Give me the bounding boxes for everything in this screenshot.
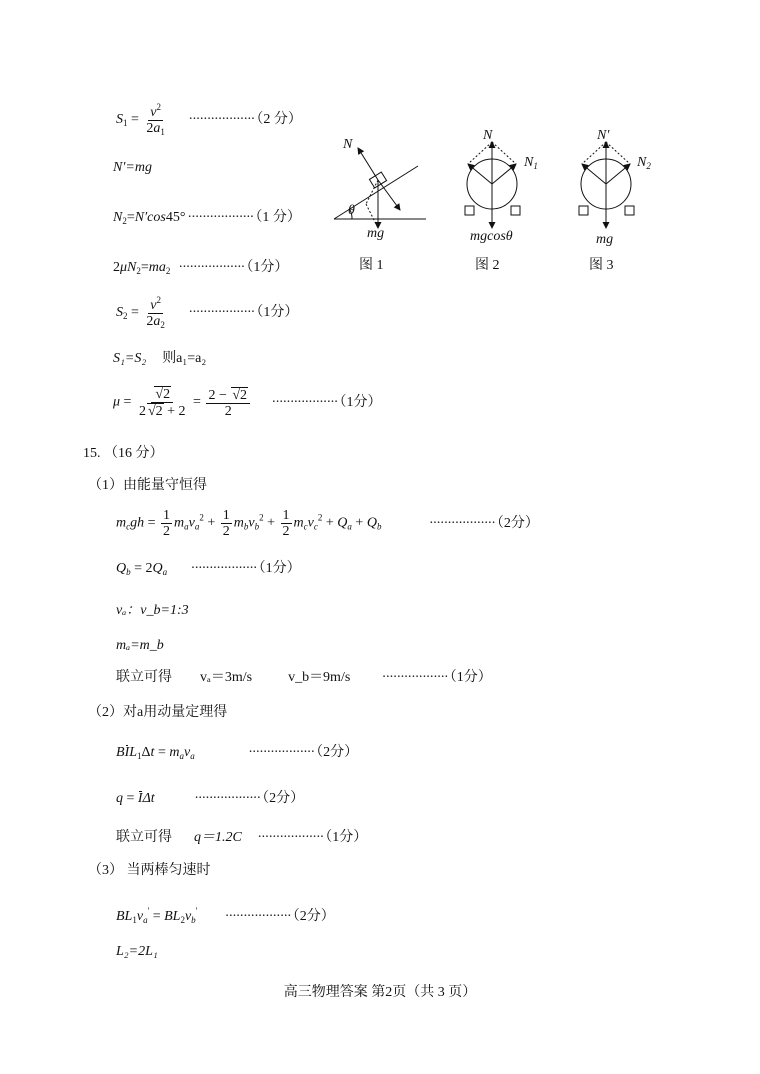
fig3-caption: 图 3 xyxy=(589,258,614,273)
leader-dots: ·················· xyxy=(224,909,291,924)
points-label: （1分） xyxy=(449,670,492,685)
va-value: vₐ＝3m/s xyxy=(200,670,253,685)
fig3-label-n-prime: N′ xyxy=(597,128,610,143)
fig2-label-mgcos: mgcosθ xyxy=(470,229,513,244)
points-label: （1分） xyxy=(256,305,299,321)
leader-dots: ·················· xyxy=(187,210,254,225)
points-label: （2 分） xyxy=(256,112,302,128)
eq-s1-s2 xyxy=(113,350,206,368)
leader-dots: ·················· xyxy=(271,394,338,410)
points-label: （1分） xyxy=(246,260,289,275)
eq-velocities xyxy=(116,669,492,687)
points-label: （2分） xyxy=(292,909,335,924)
eq-s1: $S_1$ = $\frac{v^2}{2a_1}$ ·················· （2 分） xyxy=(116,102,302,137)
q15-part3: （3） 当两棒匀速时 xyxy=(88,863,211,878)
eq-energy: $m_cgh$ = $\frac{1}{2}$ $m_av_a^2$ + $\frac{1}{2}$ $m_bv_b^2$ + $\frac{1}{2}$ $m_cv_c^2 + Q_a + Q_b$ ·················· （2分） xyxy=(116,508,539,539)
points-label: （2分） xyxy=(262,791,305,806)
points-label: （2分） xyxy=(316,745,359,760)
points-label: （1分） xyxy=(258,561,301,576)
fig1-caption: 图 1 xyxy=(359,258,384,273)
eq-charge: q = IΔt ·················· （2分） xyxy=(116,791,305,806)
eq-momentum: $BIL_1\Delta t = m_av_a$ ·················· （2分） xyxy=(116,745,359,761)
fig2-caption: 图 2 xyxy=(475,258,500,273)
eq-ma-mb: mₐ=m_b xyxy=(116,638,164,653)
eq-l2: L₂=2L₁ xyxy=(116,944,158,959)
leader-dots: ·················· xyxy=(188,112,255,128)
eq-n-prime: N′=mg xyxy=(113,160,152,175)
figure-3 xyxy=(572,130,652,240)
eq-mu-n2: $2\mu N_2=ma_2$ ·················· （1分） xyxy=(113,260,289,276)
page-footer: 高三物理答案 第2页（共 3 页） xyxy=(283,985,477,1000)
leader-dots: ·················· xyxy=(248,745,315,760)
points-label: （2分） xyxy=(496,515,539,531)
combine-label: 联立可得 xyxy=(116,670,172,685)
vb-value: v_b＝9m/s xyxy=(288,670,351,685)
q-value: q＝1.2C xyxy=(194,830,242,845)
eq-bl: $BL_1v_a' = BL_2v_b'$ ·················· （2分） xyxy=(116,906,335,925)
fig2-label-n: N xyxy=(483,128,493,143)
eq-s2: $S_2$ = $\frac{v^2}{2a_2}$ ·················· （1分） xyxy=(116,295,299,330)
q15-part2: （2）对a用动量定理得 xyxy=(88,705,228,720)
leader-dots: ·················· xyxy=(190,561,257,576)
leader-dots: ·················· xyxy=(428,515,495,531)
eq-q-value xyxy=(116,829,367,847)
leader-dots: ·················· xyxy=(188,305,255,321)
eq-mu: μ = $\frac{√2}{2 √2 + 2}$ = $\frac{2 - √2}{2}$ ·················· （1分） xyxy=(113,387,382,419)
leader-dots: ·················· xyxy=(381,670,448,685)
leader-dots: ·················· xyxy=(178,260,245,275)
eq-va-vb-ratio: vₐ：v_b=1:3 xyxy=(116,603,189,618)
fig3-label-n2: $N_2$ xyxy=(637,155,651,171)
points-label: （1分） xyxy=(325,830,368,845)
then-a1-a2: 则a₁=a₂ xyxy=(162,351,207,366)
fig2-label-n1: $N_1$ xyxy=(524,155,538,171)
points-label: （1分） xyxy=(339,394,382,410)
leader-dots: ·················· xyxy=(257,830,324,845)
q15-part1: （1）由能量守恒得 xyxy=(88,478,207,493)
leader-dots: ·················· xyxy=(194,791,261,806)
fig3-label-mg: mg xyxy=(596,232,614,247)
fig1-label-theta: θ xyxy=(348,203,355,218)
fig1-label-mg: mg xyxy=(367,226,385,241)
s1-eq-s2: S₁=S₂ xyxy=(113,351,147,366)
fig1-label-n: N xyxy=(343,137,353,152)
combine-label: 联立可得 xyxy=(116,830,172,845)
q15-header: 15. （16 分） xyxy=(83,446,164,461)
figure-2 xyxy=(456,130,536,230)
eq-n2: $N_2=N'\cos 45^\circ$ ·················· （1 分） xyxy=(113,210,301,226)
eq-qb: $Q_b = 2Q_a$ ·················· （1分） xyxy=(116,561,301,577)
points-label: （1 分） xyxy=(255,210,301,225)
